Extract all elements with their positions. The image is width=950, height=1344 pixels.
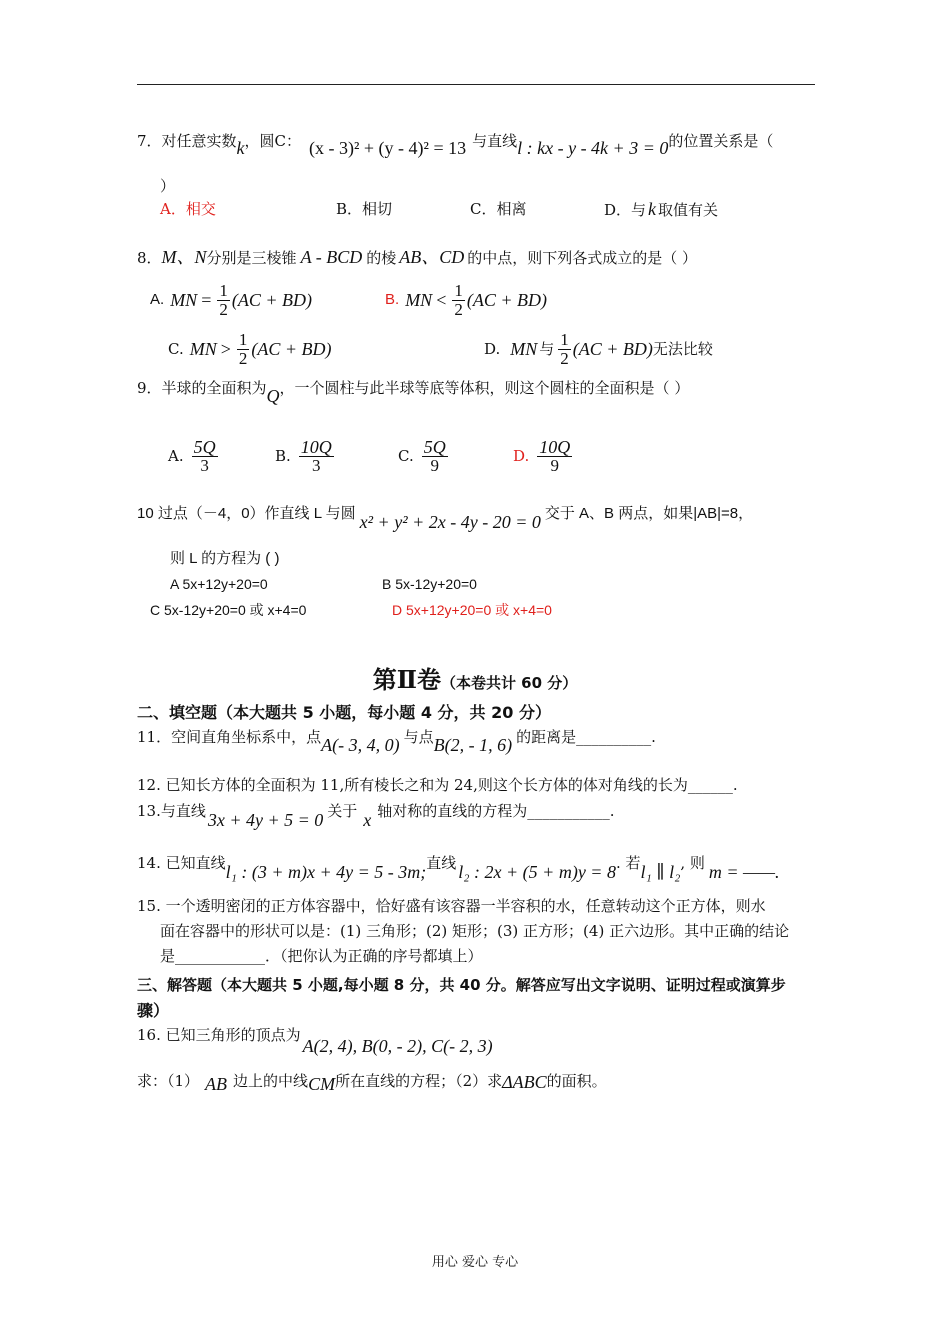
q7-option-a: A．相交 — [160, 200, 216, 218]
q10-option-a: A 5x+12y+20=0 — [170, 576, 268, 592]
q8-mn: M、N — [161, 247, 207, 267]
page-footer: 用心 爱心 专心 — [431, 1255, 519, 1270]
q8-line: 8．M、N分别是三棱锥 A - BCD 的棱 AB、CD 的中点，则下列各式成立的是（ ） — [137, 247, 698, 267]
q7-tail: 的位置关系是（ — [668, 132, 774, 150]
q10-option-b: B 5x-12y+20=0 — [382, 576, 477, 592]
section2-heading: 二、填空题（本大题共 5 小题，每小题 4 分，共 20 分） — [137, 703, 551, 722]
q9-line: 9．半球的全面积为Q，一个圆柱与此半球等底等体积，则这个圆柱的全面积是（ ） — [137, 379, 690, 406]
q7-with-line: 与直线 — [472, 132, 518, 150]
q13-line: 13.与直线 3x + 4y + 5 = 0 关于 x 轴对称的直线的方程为___________. — [137, 802, 615, 830]
q11-line: 11．空间直角坐标系中，点A(- 3, 4, 0) 与点B(2, - 1, 6) 的距离是__________. — [137, 728, 656, 755]
q9-q: Q — [266, 386, 280, 406]
q15-line3: 是____________．（把你认为正确的序号都填上） — [160, 947, 483, 965]
q16-line: 16. 已知三角形的顶点为A(2, 4), B(0, - 2), C(- 2, 3) — [137, 1026, 493, 1056]
q12-line: 12. 已知长方体的全面积为 11,所有棱长之和为 24,则这个长方体的体对角线的长为______. — [137, 776, 738, 794]
q9-option-c: C. $\frac{5Q}{9}$ — [398, 436, 446, 475]
q16-ask: 求：（1） AB 边上的中线CM所在直线的方程；（2）求ΔABC的面积。 — [137, 1072, 607, 1094]
q10-line2: 则 L 的方程为 ( ) — [170, 550, 280, 567]
q7-option-d: D．与 k 取值有关 — [604, 199, 719, 219]
q15-line2: 面在容器中的形状可以是：(1) 三角形；(2) 矩形；(3) 正方形；(4) 正六边形。其中正确的结论 — [160, 922, 790, 940]
q8-tetrahedron: A - BCD — [300, 247, 363, 267]
q7-k: k — [236, 138, 245, 158]
q8-option-c: C. MN > $\frac{1}{2}$ (AC + BD) — [168, 329, 332, 368]
q7-mid: ，圆C： — [244, 132, 302, 150]
q10-line: 10 过点（－4，0）作直线 L 与圆 x² + y² + 2x - 4y - 20 = 0 交于 A、B 两点，如果|AB|=8， — [137, 505, 754, 532]
section3-heading-cont: 骤） — [137, 1001, 170, 1020]
q9-option-d: D. $\frac{10Q}{9}$ — [513, 436, 571, 475]
q8-option-d: D. MN 与 $\frac{1}{2}$ (AC + BD) 无法比较 — [484, 329, 713, 368]
q7-line-eq: l : kx - y - 4k + 3 = 0 — [517, 138, 669, 158]
q9-option-a: A. $\frac{5Q}{3}$ — [168, 436, 216, 475]
q7-circle-eq: (x - 3)² + (y - 4)² = 13 — [309, 138, 467, 158]
q8-edges: AB、CD — [399, 247, 465, 267]
q7-option-c: C．相离 — [470, 200, 527, 218]
section3-heading: 三、解答题（本大题共 5 小题,每小题 8 分，共 40 分。解答应写出文字说明、证明过程或演算步 — [137, 976, 786, 994]
q10-option-c: C 5x-12y+20=0 或 x+4=0 — [150, 602, 307, 618]
q7-stem: 7．对任意实数 — [137, 132, 237, 150]
q7-option-b: B．相切 — [336, 200, 393, 218]
q8-option-a: A. MN = $\frac{1}{2}$ (AC + BD) — [150, 280, 312, 319]
q7-line — [137, 130, 774, 158]
q14-line: 14. 已知直线l₁ : (3 + m)x + 4y = 5 - 3m;直线 l₂ : 2x + (5 + m)y = 8. 若l₁ ∥ l₂, 则 m = ——. — [137, 854, 780, 882]
q15-line1: 15. 一个透明密闭的正方体容器中，恰好盛有该容器一半容积的水，任意转动这个正方体，则水 — [137, 897, 766, 915]
q10-option-d: D 5x+12y+20=0 或 x+4=0 — [392, 602, 552, 618]
part2-title: 第Ⅱ卷（本卷共计 60 分） — [372, 665, 578, 694]
header-rule — [137, 84, 815, 85]
q8-option-b: B. MN < $\frac{1}{2}$ (AC + BD) — [385, 280, 547, 319]
q7-close: ） — [160, 177, 176, 195]
q10-circle-eq: x² + y² + 2x - 4y - 20 = 0 — [359, 512, 541, 532]
q9-option-b: B. $\frac{10Q}{3}$ — [275, 436, 332, 475]
